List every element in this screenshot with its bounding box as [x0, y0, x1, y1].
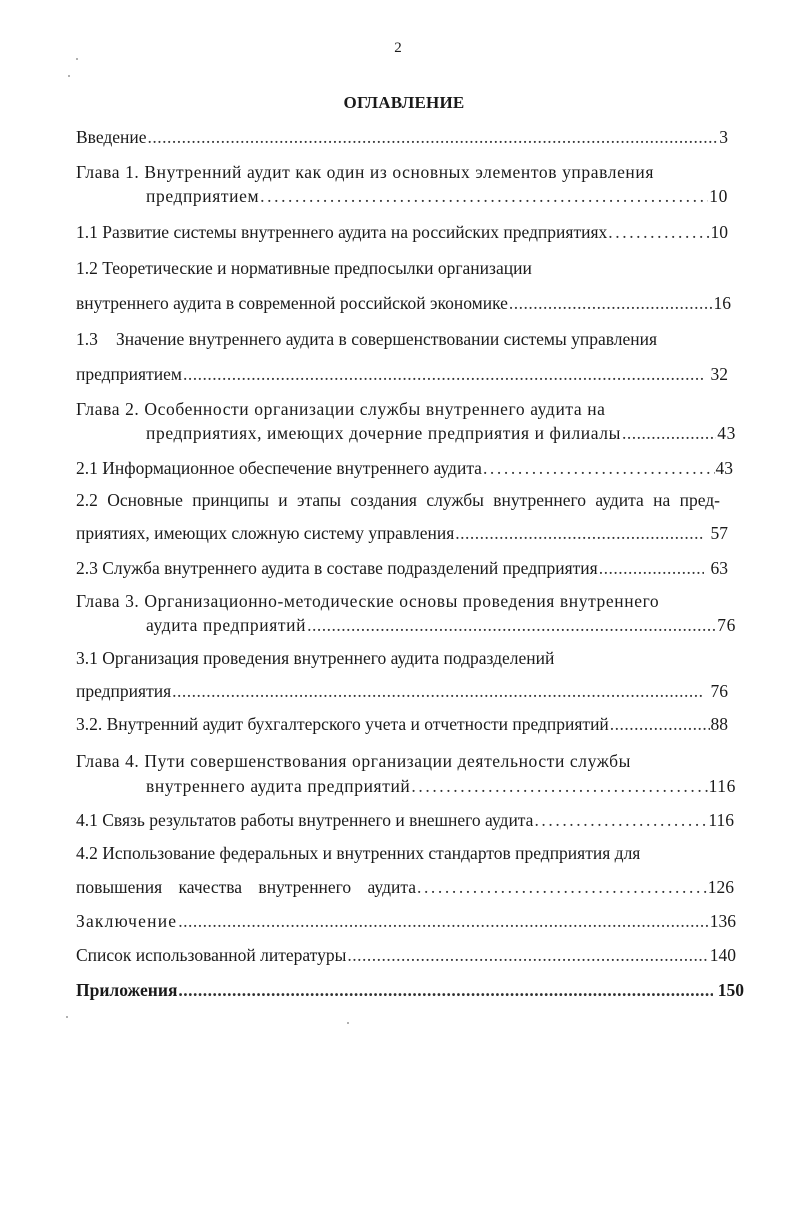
scan-speck — [66, 1016, 68, 1018]
toc-entry-1-3-title[interactable]: Значение внутреннего аудита в совершенствовании системы управления — [116, 329, 658, 349]
scan-speck — [68, 75, 70, 77]
toc-entry-page: 43 — [717, 423, 736, 443]
toc-entry-references[interactable] — [76, 944, 736, 966]
toc-entry-text: 4.1 Связь результатов работы внутреннего и внешнего аудита — [76, 810, 534, 830]
leader-dots — [417, 876, 707, 898]
toc-chapter-2-title[interactable]: Глава 2. Особенности организации службы внутреннего аудита на — [76, 399, 606, 419]
toc-entry-2-2-title[interactable]: 2.2 Основные принципы и этапы создания службы внутреннего аудита на пред- — [76, 490, 720, 510]
toc-entry-page: 10 — [709, 186, 728, 206]
toc-entry-text: 2.3 Служба внутреннего аудита в составе подразделений предприятия — [76, 558, 598, 578]
toc-chapter-1-title[interactable]: Глава 1. Внутренний аудит как один из основных элементов управления — [76, 162, 655, 182]
toc-entry-text: предприятием — [146, 186, 260, 206]
toc-entry-appendix[interactable] — [76, 979, 744, 1001]
toc-chapter-1-entry[interactable] — [146, 185, 728, 207]
leader-dots — [172, 680, 703, 702]
toc-entry-text: повышения качества внутреннего аудита — [76, 877, 416, 897]
toc-entry-page: 76 — [710, 681, 728, 701]
leader-dots — [260, 185, 708, 207]
leader-dots — [178, 979, 712, 1001]
toc-entry-text: предприятия — [76, 681, 172, 701]
toc-entry-1-3[interactable] — [76, 363, 728, 385]
toc-entry-text: Приложения — [76, 980, 178, 1000]
toc-chapter-3-entry[interactable] — [146, 614, 736, 636]
toc-entry-text: предприятием — [76, 364, 182, 384]
toc-entry-page: 10 — [710, 222, 728, 242]
toc-entry-text: 3.2. Внутренний аудит бухгалтерского учета и отчетности предприятий — [76, 714, 609, 734]
toc-entry-text: аудита предприятий — [146, 615, 307, 635]
toc-entry-page: 63 — [710, 558, 728, 578]
leader-dots — [455, 522, 703, 544]
toc-entry-4-2[interactable] — [76, 876, 734, 898]
toc-entry-page: 32 — [710, 364, 728, 384]
toc-entry-page: 3 — [719, 127, 728, 147]
leader-dots — [622, 422, 716, 444]
toc-chapter-4-entry[interactable] — [146, 775, 736, 797]
toc-entry-page: 116 — [708, 810, 734, 830]
toc-entry-2-3[interactable] — [76, 557, 728, 579]
toc-entry-text: 1.1 Развитие системы внутреннего аудита на российских предприятиях — [76, 222, 608, 242]
leader-dots — [534, 809, 707, 831]
leader-dots — [307, 614, 716, 636]
toc-chapter-2-entry[interactable] — [146, 422, 736, 444]
toc-entry-text: предприятиях, имеющих дочерние предприятия и филиалы — [146, 423, 621, 443]
toc-entry-1-2-title[interactable]: 1.2 Теоретические и нормативные предпосылки организации — [76, 258, 532, 278]
leader-dots — [347, 944, 708, 966]
toc-entry-text: приятиях, имеющих сложную систему управления — [76, 523, 455, 543]
toc-entry-page: 16 — [713, 293, 731, 313]
toc-chapter-4-title[interactable]: Глава 4. Пути совершенствования организации деятельности службы — [76, 751, 632, 771]
toc-entry-text: 2.1 Информационное обеспечение внутреннего аудита — [76, 458, 482, 478]
toc-entry-4-1[interactable] — [76, 809, 734, 831]
leader-dots — [148, 126, 719, 148]
toc-entry-text: Заключение — [76, 911, 178, 931]
toc-entry-1-3-number: 1.3 — [76, 329, 98, 349]
toc-entry-text: внутреннего аудита предприятий — [146, 776, 411, 796]
toc-title: ОГЛАВЛЕНИЕ — [343, 93, 465, 112]
toc-entry-introduction[interactable] — [76, 126, 728, 148]
leader-dots — [483, 457, 715, 479]
toc-entry-3-1[interactable] — [76, 680, 728, 702]
toc-entry-page: 76 — [717, 615, 736, 635]
toc-entry-3-1-title[interactable]: 3.1 Организация проведения внутреннего аудита подразделений — [76, 648, 555, 668]
toc-entry-page: 57 — [710, 523, 728, 543]
toc-entry-page: 150 — [717, 980, 744, 1000]
page-number: 2 — [394, 40, 402, 56]
toc-entry-conclusion[interactable] — [76, 910, 736, 932]
toc-entry-page: 126 — [707, 877, 734, 897]
toc-entry-text: Список использованной литературы — [76, 945, 347, 965]
leader-dots — [178, 910, 709, 932]
toc-entry-3-2[interactable] — [76, 713, 728, 735]
leader-dots — [183, 363, 704, 385]
toc-chapter-3-title[interactable]: Глава 3. Организационно-методические основы проведения внутреннего — [76, 591, 660, 611]
toc-entry-page: 140 — [709, 945, 736, 965]
toc-entry-text: внутреннего аудита в современной российской экономике — [76, 293, 508, 313]
leader-dots — [608, 221, 709, 243]
leader-dots — [610, 713, 710, 735]
scan-speck — [347, 1022, 349, 1024]
toc-entry-page: 136 — [709, 911, 736, 931]
toc-entry-1-2[interactable] — [76, 292, 731, 314]
leader-dots — [599, 557, 704, 579]
toc-entry-1-1[interactable] — [76, 221, 728, 243]
toc-entry-2-1[interactable] — [76, 457, 733, 479]
toc-entry-page: 116 — [708, 776, 736, 796]
leader-dots — [411, 775, 707, 797]
toc-entry-2-2[interactable] — [76, 522, 728, 544]
toc-entry-page: 88 — [710, 714, 728, 734]
toc-entry-4-2-title[interactable]: 4.2 Использование федеральных и внутренних стандартов предприятия для — [76, 843, 641, 863]
toc-entry-text: Введение — [76, 127, 147, 147]
scan-speck — [76, 58, 78, 60]
leader-dots — [509, 292, 713, 314]
toc-entry-page: 43 — [715, 458, 733, 478]
